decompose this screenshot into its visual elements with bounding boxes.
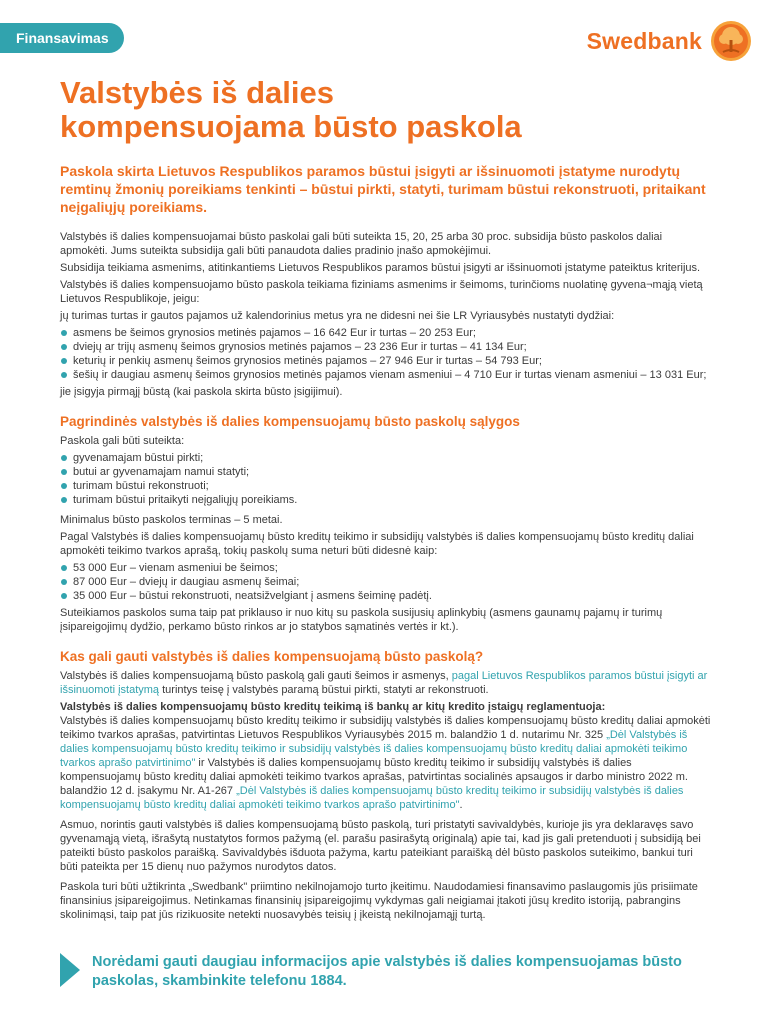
list-item: 87 000 Eur – dviejų ir daugiau asmenų šeimai; (60, 575, 712, 589)
title-line-1: Valstybės iš dalies (60, 75, 335, 110)
intro-paragraph-5: jie įsigyja pirmąjį būstą (kai paskola skirta būsto įsigijimui). (60, 386, 343, 398)
brand (587, 20, 752, 62)
eligibility-heading: Kas gali gauti valstybės iš dalies kompensuojamą būsto paskolą? (60, 649, 484, 664)
ministry-order-link[interactable]: „Dėl Valstybės iš dalies kompensuojamų būsto kreditų teikimo ir subsidijų valstybės iš dalies kompensuojamų būsto kreditų daliai apmokėti teikimo tvarkos aprašo patvirtinimo" (60, 785, 684, 811)
term-paragraph: Minimalus būsto paskolos terminas – 5 metai. (60, 514, 283, 526)
brand-name: Swedbank (586, 27, 702, 54)
regulation-text-c: . (459, 799, 463, 811)
list-item: butui ar gyvenamajam namui statyti; (60, 465, 712, 479)
list-item: 53 000 Eur – vienam asmeniui be šeimos; (60, 561, 712, 575)
regulation-paragraph (60, 714, 712, 812)
government-resolution-link[interactable]: „Dėl Valstybės iš dalies kompensuojamų būsto kreditų teikimo ir subsidijų valstybės iš dalies kompensuojamų būsto kreditų daliai apmokėti teikimo tvarkos aprašo patvirtinimo" (60, 729, 688, 769)
amount-paragraph: Suteikiamos paskolos suma taip pat priklauso ir nuo kitų su paskola susijusių aplinkybių (asmens gaunamų pajamų ir turimų įsipareigojimų dydžio, perkamo būsto rinkos ar jo statybos sąmatinės vertės ir kt.). (60, 607, 663, 633)
contact-callout (60, 953, 700, 991)
rules-paragraph: Pagal Valstybės iš dalies kompensuojamų būsto kreditų teikimo ir subsidijų valstybės iš dalies kompensuojamų būsto kreditų daliai apmokėti teikimo tvarkos aprašą, tokių paskolų suma neturi būti didesnė kaip: (60, 531, 694, 557)
list-item: gyvenamajam būstui pirkti; (60, 451, 712, 465)
conditions-intro: Paskola gali būti suteikta: (60, 435, 185, 447)
list-item: turimam būstui pritaikyti neįgaliųjų poreikiams. (60, 493, 712, 507)
collateral-paragraph: Paskola turi būti užtikrinta „Swedbank" priimtino nekilnojamojo turto įkeitimu. Naudodamiesi finansavimo paslaugomis jūs prisiimate finansinius įsipareigojimus. Netinkamas finansinių įsipareigojimų vykdymas gali neigiamai įtakoti jūsų kredito istoriją, pabrangins skolinimąsi, taip pat jūs rizikuosite netekti nuosavybės teisių į įkeistą nekilnojamąjį turtą. (60, 881, 698, 921)
intro-paragraph-2: Subsidija teikiama asmenims, atitinkantiems Lietuvos Respublikos paramos būstui įsigyti ar išsinuomoti įstatyme pateiktus kriterijus. (60, 262, 701, 274)
loan-purposes-list (60, 451, 712, 507)
page-title (60, 76, 712, 144)
eligibility-text-a: Valstybės iš dalies kompensuojamą būsto paskolą gali gauti šeimos ir asmenys, (60, 670, 452, 682)
list-item: šešių ir daugiau asmenų šeimos grynosios metinės pajamos vienam asmeniui – 4 710 Eur ir turtas vienam asmeniui – 13 031 Eur; (60, 368, 712, 382)
application-paragraph: Asmuo, norintis gauti valstybės iš dalies kompensuojamą būsto paskolą, turi pristatyti savivaldybės, kurioje jis yra deklaravęs savo gyvenamąją vietą, išrašytą nustatytos formos pažymą (el. parašu pasirašytą originalą) apie tai, kad jis gali pretenduoti į subsidiją bei pateikti būsto paskolos paraišką. Savivaldybės išduota pažyma, kartu pateikiant paraišką dėl būsto paskolos suteikimo, bankui turi būti pateikta per 15 dienų nuo pažymos nurodytos datos. (60, 819, 701, 873)
list-item: 35 000 Eur – būstui rekonstruoti, neatsižvelgiant į asmens šeiminę padėtį. (60, 589, 712, 603)
conditions-heading: Pagrindinės valstybės iš dalies kompensuojamų būsto paskolų sąlygos (60, 414, 520, 429)
play-arrow-icon (60, 953, 80, 987)
contact-text: Norėdami gauti daugiau informacijos apie valstybės iš dalies kompensuojamas būsto paskolas, skambinkite telefonu 1884. (92, 954, 682, 989)
intro-paragraph-1: Valstybės iš dalies kompensuojamai būsto paskolai gali būti suteikta 15, 20, 25 arba 30 proc. subsidija būsto paskolos daliai apmokėti. Jums suteikta subsidija gali būti panaudota dalies pradinio įnašo apmokėjimui. (60, 231, 663, 257)
regulation-text-a: Valstybės iš dalies kompensuojamų būsto kreditų teikimo ir subsidijų valstybės iš dalies kompensuojamų būsto kreditų daliai apmokėti teikimo tvarkos aprašas, patvirtintas Lietuvos Respublikos Vyriausybės 2015 m. balandžio 1 d. nutarimu Nr. 325 (60, 715, 711, 741)
income-limits-list (60, 326, 712, 382)
law-link[interactable]: pagal Lietuvos Respublikos paramos būstui įsigyti ar išsinuomoti įstatymą (60, 670, 708, 696)
eligibility-paragraph (60, 669, 712, 697)
section-tag: Finansavimas (0, 23, 124, 53)
intro-paragraph-3: Valstybės iš dalies kompensuojamo būsto paskola teikiama fiziniams asmenims ir šeimoms, turinčioms nuolatinę gyvena¬mąją vietą Lietuvos Respublikoje, jeigu: (60, 279, 703, 305)
regulation-text-b: ir Valstybės iš dalies kompensuojamų būsto kreditų teikimo ir subsidijų valstybės iš dalies kompensuojamų būsto kreditų daliai apmokėti teikimo tvarkos aprašas, patvirtintas socialinės apsaugos ir darbo ministro 2022 m. balandžio 12 d. įsakymu Nr. A1-267 (60, 757, 688, 797)
loan-amount-limits-list (60, 561, 712, 603)
list-item: keturių ir penkių asmenų šeimos grynosios metinės pajamos – 27 946 Eur ir turtas – 54 793 Eur; (60, 354, 712, 368)
regulation-heading: Valstybės iš dalies kompensuojamų būsto kreditų teikimą iš bankų ar kitų kredito įstaigų reglamentuoja: (60, 701, 606, 713)
list-item: asmens be šeimos grynosios metinės pajamos – 16 642 Eur ir turtas – 20 253 Eur; (60, 326, 712, 340)
swedbank-logo-icon (710, 20, 752, 62)
lead-paragraph: Paskola skirta Lietuvos Respublikos paramos būstui įsigyti ar išsinuomoti įstatyme nurodytų remtinų žmonių poreikiams tenkinti – būstui pirkti, statyti, turimam būstui rekonstruoti, pritaikant neįgaliųjų poreikiams. (60, 163, 706, 215)
list-item: turimam būstui rekonstruoti; (60, 479, 712, 493)
document-body (60, 76, 712, 925)
list-item: dviejų ar trijų asmenų šeimos grynosios metinės pajamos – 23 236 Eur ir turtas – 41 134 Eur; (60, 340, 712, 354)
eligibility-text-b: turintys teisę į valstybės paramą būstui pirkti, statyti ar rekonstruoti. (159, 684, 489, 696)
title-line-2: kompensuojama būsto paskola (60, 109, 522, 144)
intro-paragraph-4: jų turimas turtas ir gautos pajamos už kalendorinius metus yra ne didesni nei šie LR Vyriausybės nustatyti dydžiai: (60, 310, 615, 322)
